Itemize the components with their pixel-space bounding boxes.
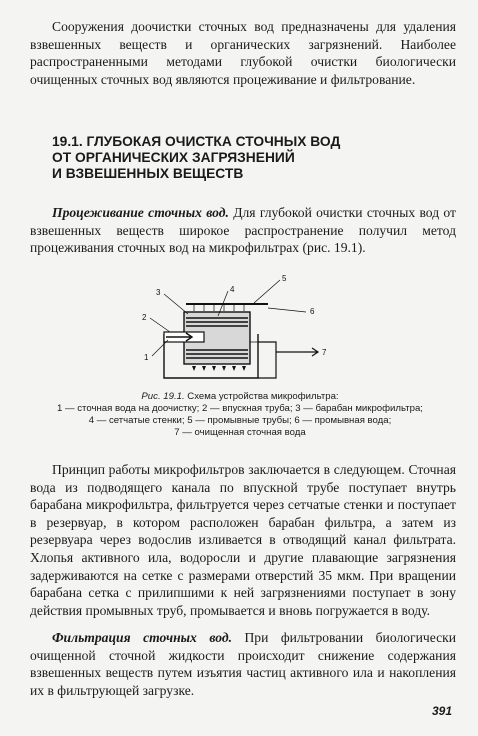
filtration-lead: Фильтрация сточных вод.	[52, 630, 232, 645]
caption-line-3: 7 — очищенная сточная вода	[174, 427, 306, 438]
caption-title: Рис. 19.1.	[141, 391, 185, 402]
diagram-label-4: 4	[230, 285, 235, 294]
caption-name: Схема устройства микрофильтра:	[184, 391, 339, 402]
page-number: 391	[431, 704, 452, 718]
section-heading	[52, 134, 452, 182]
straining-text: Для глубокой очистки сточных вод от взвешенных веществ широкое распространение получил метод процеживания сточных вод на микрофильтрах (рис. 19.1).	[30, 205, 456, 256]
diagram-label-1: 1	[144, 353, 149, 362]
outlet-channel	[258, 342, 276, 378]
filtration-text: При фильтровании биологически очищенной сточной жидкости происходит снижение содержания взвешенных веществ путем изъятия частиц активного ила и накопления их в фильтрующей загрузке.	[30, 630, 456, 698]
intro-paragraph: Сооружения доочистки сточных вод предназначены для удаления взвешенных веществ и органических загрязнений. Наиболее распространенными методами глубокой очистки биологически очищенных сточных вод являются процеживание и фильтрование.	[30, 19, 456, 87]
heading-line-1: 19.1. ГЛУБОКАЯ ОЧИСТКА СТОЧНЫХ ВОД	[52, 134, 341, 149]
microfilter-diagram	[130, 272, 350, 384]
filtration-paragraph	[30, 629, 456, 699]
filtrate-arrows	[192, 366, 246, 371]
caption-line-2: 4 — сетчатые стенки; 5 — промывные трубы; 6 — промывная вода;	[88, 415, 392, 426]
straining-paragraph	[30, 204, 456, 257]
principle-paragraph: Принцип работы микрофильтров заключается в следующем. Сточная вода из подводящего канала по впускной трубе поступает внутрь барабана микрофильтра, фильтруется через сетчатые стенки и поступает в резервуар, в котором расположен барабан фильтра, а затем из резервуара через водослив изливается в отводящий канал фильтрата. Хлопья активного ила, водоросли и другие плавающие загрязнения задерживаются на сетке с размерами отверстий 35 мкм. При вращении барабана сетка с прилипшими к ней загрязнениями поступает в зону действия промывных труб, промывается и вновь погружается в воду.	[30, 462, 456, 618]
figure-caption	[22, 391, 458, 439]
caption-line-1: 1 — сточная вода на доочистку; 2 — впускная труба; 3 — барабан микрофильтра;	[57, 403, 423, 414]
diagram-label-7: 7	[322, 348, 327, 357]
heading-line-2: ОТ ОРГАНИЧЕСКИХ ЗАГРЯЗНЕНИЙ	[52, 150, 295, 165]
straining-lead: Процеживание сточных вод.	[52, 205, 229, 220]
diagram-label-3: 3	[156, 288, 161, 297]
heading-line-3: И ВЗВЕШЕННЫХ ВЕЩЕСТВ	[52, 166, 244, 181]
diagram-label-5: 5	[282, 274, 287, 283]
diagram-label-2: 2	[142, 313, 147, 322]
wash-sprays	[194, 305, 244, 311]
outlet-arrow	[276, 348, 318, 356]
diagram-label-6: 6	[310, 307, 315, 316]
